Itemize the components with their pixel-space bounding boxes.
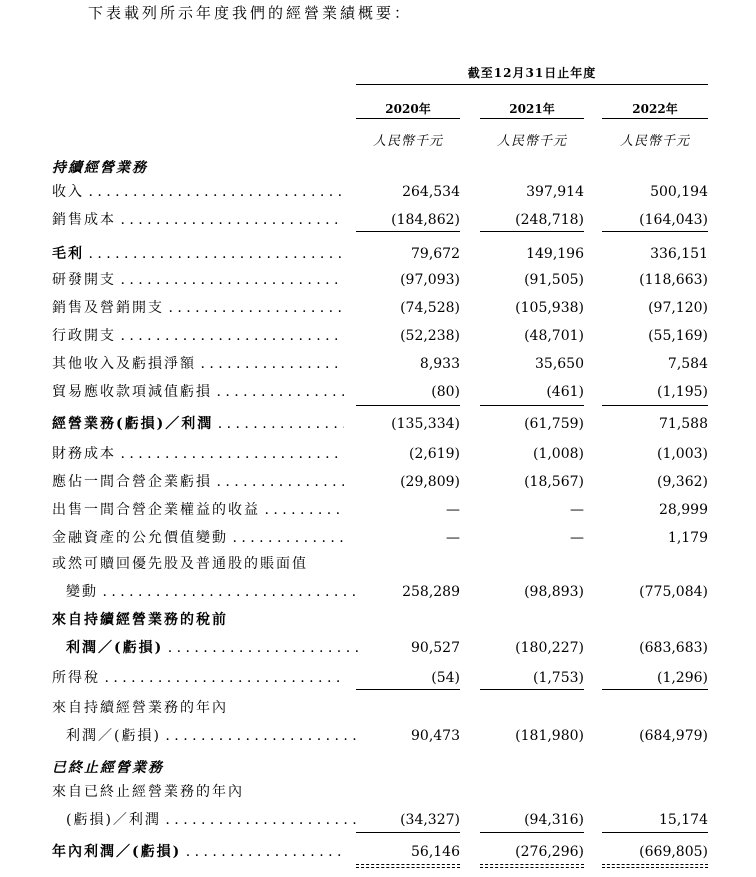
value-2022: (97,120) — [648, 300, 708, 316]
table-rule — [602, 231, 708, 232]
value-2022: 15,174 — [659, 812, 708, 828]
table-row-4 — [0, 268, 756, 292]
row-label: 利潤／(虧損) . . . — [52, 636, 358, 660]
table-row-9 — [0, 412, 756, 436]
table-rule — [356, 832, 460, 833]
value-2022: (55,169) — [648, 328, 708, 344]
value-2022: (669,805) — [639, 844, 708, 860]
table-row-12 — [0, 498, 756, 522]
value-2022: (1,296) — [656, 670, 708, 686]
row-label: 出售一間合營企業權益的收益 . . . — [52, 498, 344, 522]
row-label: 收入 . . . — [52, 180, 344, 204]
value-2021: (18,567) — [524, 474, 584, 490]
table-row-5 — [0, 296, 756, 320]
table-rule — [602, 864, 708, 865]
value-2021: (105,938) — [515, 300, 584, 316]
table-row-6 — [0, 324, 756, 348]
table-row-3 — [0, 242, 756, 266]
table-row-7 — [0, 352, 756, 376]
period-rule — [356, 84, 708, 85]
year-2022: 2022年 — [632, 102, 678, 116]
value-2022: (775,084) — [639, 584, 708, 600]
value-2021: (180,227) — [515, 640, 584, 656]
value-2020: 79,672 — [411, 246, 460, 262]
value-2020: — — [446, 530, 460, 546]
table-row-1 — [0, 180, 756, 204]
value-2021: (48,701) — [524, 328, 584, 344]
unit-2021: 人民幣千元 — [496, 134, 567, 149]
table-rule — [602, 405, 708, 406]
table-rule — [480, 231, 584, 232]
table-rule — [480, 689, 584, 690]
table-row-20 — [0, 724, 756, 748]
value-2020: 90,527 — [411, 640, 460, 656]
table-rule — [480, 405, 584, 406]
value-2022: 7,584 — [667, 356, 708, 372]
value-2022: (683,683) — [639, 640, 708, 656]
row-label: 其他收入及虧損淨額 . . . — [52, 352, 344, 376]
value-2021: (461) — [546, 384, 584, 400]
row-label: 行政開支 . . . — [52, 324, 344, 348]
table-row-24 — [0, 840, 756, 864]
value-2020: 258,289 — [402, 584, 460, 600]
table-row-22 — [0, 780, 756, 804]
value-2020: (54) — [431, 670, 460, 686]
year-rule — [602, 118, 708, 119]
value-2022: 1,179 — [667, 530, 708, 546]
value-2022: 500,194 — [650, 184, 708, 200]
value-2020: 56,146 — [411, 844, 460, 860]
value-2020: (184,862) — [391, 212, 460, 228]
unit-2022: 人民幣千元 — [619, 134, 690, 149]
value-2020: (34,327) — [400, 812, 460, 828]
table-rule — [602, 689, 708, 690]
table-row-10 — [0, 442, 756, 466]
year-2021: 2021年 — [509, 102, 555, 116]
table-row-14 — [0, 552, 756, 576]
value-2022: 71,588 — [659, 416, 708, 432]
value-2020: 90,473 — [411, 728, 460, 744]
table-row-13 — [0, 526, 756, 550]
row-label: 銷售成本 . . . — [52, 208, 344, 232]
value-2021: — — [570, 502, 584, 518]
row-label: 或然可贖回優先股及普通股的賬面值 — [52, 556, 308, 572]
table-rule — [480, 864, 584, 865]
table-rule — [602, 867, 708, 868]
row-label: 研發開支 . . . — [52, 268, 344, 292]
row-label: 財務成本 . . . — [52, 442, 344, 466]
value-2020: (97,093) — [400, 272, 460, 288]
row-label: 所得稅 . . . — [52, 666, 344, 690]
row-label: 銷售及營銷開支 . . . — [52, 296, 344, 320]
value-2020: (52,238) — [400, 328, 460, 344]
table-row-19 — [0, 696, 756, 720]
value-2021: (181,980) — [515, 728, 584, 744]
table-row-2 — [0, 208, 756, 232]
value-2021: 397,914 — [526, 184, 584, 200]
value-2021: (61,759) — [524, 416, 584, 432]
table-row-0 — [0, 156, 756, 180]
table-row-11 — [0, 470, 756, 494]
row-label: 應佔一間合營企業虧損 . . . — [52, 470, 344, 494]
value-2020: (74,528) — [400, 300, 460, 316]
table-rule — [356, 864, 460, 865]
value-2020: 8,933 — [419, 356, 460, 372]
value-2021: (91,505) — [524, 272, 584, 288]
table-row-8 — [0, 380, 756, 404]
row-label: (虧損)／利潤 . . . — [52, 808, 358, 832]
value-2021: (276,296) — [515, 844, 584, 860]
value-2021: — — [570, 530, 584, 546]
value-2021: (98,893) — [524, 584, 584, 600]
table-row-17 — [0, 636, 756, 660]
value-2022: 28,999 — [659, 502, 708, 518]
table-rule — [602, 832, 708, 833]
value-2021: (1,753) — [532, 670, 584, 686]
row-label: 持續經營業務 — [52, 160, 148, 176]
table-rule — [356, 231, 460, 232]
year-rule — [356, 118, 460, 119]
period-header: 截至12月31日止年度 — [467, 66, 597, 80]
value-2022: 336,151 — [650, 246, 708, 262]
value-2022: (9,362) — [656, 474, 708, 490]
value-2020: — — [446, 502, 460, 518]
row-label: 貿易應收款項減值虧損 . . . — [52, 380, 344, 404]
value-2022: (164,043) — [639, 212, 708, 228]
value-2022: (1,003) — [656, 446, 708, 462]
table-row-18 — [0, 666, 756, 690]
row-label: 已終止經營業務 — [52, 760, 164, 776]
row-label: 毛利 . . . — [52, 242, 344, 266]
table-rule — [480, 832, 584, 833]
value-2021: 149,196 — [526, 246, 584, 262]
value-2020: (135,334) — [391, 416, 460, 432]
table-rule — [480, 867, 584, 868]
table-rule — [356, 405, 460, 406]
value-2022: (118,663) — [639, 272, 708, 288]
year-rule — [480, 118, 584, 119]
intro-text: 下表載列所示年度我們的經營業績概要： — [88, 4, 413, 22]
value-2022: (1,195) — [656, 384, 708, 400]
value-2020: 264,534 — [402, 184, 460, 200]
row-label: 金融資產的公允價值變動 . . . — [52, 526, 344, 550]
value-2020: (2,619) — [408, 446, 460, 462]
value-2021: 35,650 — [535, 356, 584, 372]
value-2021: (1,008) — [532, 446, 584, 462]
row-label: 變動 . . . — [52, 580, 358, 604]
row-label: 經營業務(虧損)／利潤 . . . — [52, 412, 344, 436]
row-label: 年內利潤／(虧損) . . . — [52, 840, 344, 864]
value-2022: (684,979) — [639, 728, 708, 744]
value-2020: (29,809) — [400, 474, 460, 490]
row-label: 利潤／(虧損) . . . — [52, 724, 358, 748]
row-label: 來自持續經營業務的年內 — [52, 700, 228, 716]
unit-2020: 人民幣千元 — [372, 134, 443, 149]
year-2020: 2020年 — [385, 102, 431, 116]
table-rule — [356, 867, 460, 868]
table-row-16 — [0, 608, 756, 632]
table-row-15 — [0, 580, 756, 604]
value-2021: (248,718) — [515, 212, 584, 228]
value-2021: (94,316) — [524, 812, 584, 828]
table-row-23 — [0, 808, 756, 832]
table-row-21 — [0, 756, 756, 780]
row-label: 來自持續經營業務的稅前 — [52, 612, 228, 628]
row-label: 來自已終止經營業務的年內 — [52, 784, 244, 800]
table-rule — [356, 689, 460, 690]
value-2020: (80) — [431, 384, 460, 400]
